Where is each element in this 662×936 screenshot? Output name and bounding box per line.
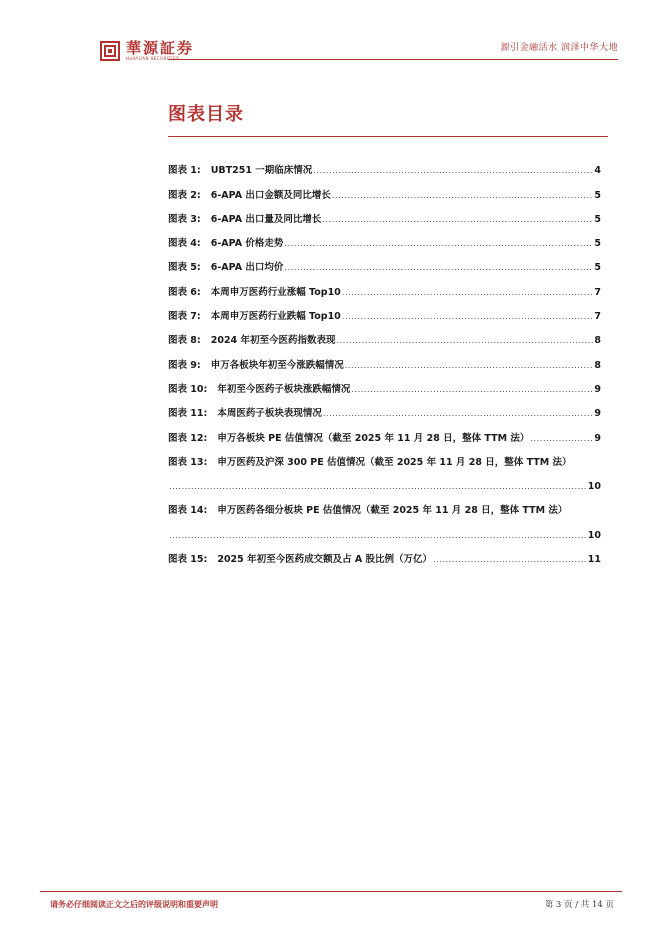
toc-list bbox=[168, 153, 601, 566]
footer-disclaimer: 请务必仔细阅读正文之后的评级说明和重要声明 bbox=[50, 900, 218, 909]
toc-entry-title: 6-APA 出口均价 bbox=[210, 262, 284, 274]
toc-entry-title: 6-APA 价格走势 bbox=[210, 238, 284, 250]
toc-entry-title: 本周申万医药行业跌幅 Top10 bbox=[210, 311, 341, 323]
toc-entry[interactable] bbox=[168, 250, 601, 274]
toc-entry[interactable] bbox=[168, 445, 601, 469]
toc-entry-page: 7 bbox=[594, 311, 601, 323]
footer-divider bbox=[40, 891, 622, 892]
toc-entry[interactable] bbox=[168, 202, 601, 226]
toc-entry-page: 5 bbox=[594, 189, 601, 201]
toc-leader-dots bbox=[169, 529, 587, 542]
logo-seal-icon bbox=[100, 41, 120, 61]
toc-title: 图表目录 bbox=[168, 104, 244, 125]
toc-entry-label: 图表 6: bbox=[168, 286, 201, 298]
toc-leader-dots bbox=[342, 286, 594, 299]
toc-entry-page: 9 bbox=[594, 383, 601, 395]
toc-entry-title: 申万医药及沪深 300 PE 估值情况（截至 2025 年 11 月 28 日，整体 TTM 法） bbox=[217, 456, 572, 468]
toc-entry-page: 7 bbox=[594, 286, 601, 298]
toc-entry-label: 图表 2: bbox=[168, 189, 201, 201]
toc-entry-title: 2024 年初至今医药指数表现 bbox=[210, 335, 336, 347]
toc-entry-page: 4 bbox=[594, 165, 601, 177]
toc-entry-page: 5 bbox=[594, 238, 601, 250]
toc-entry-label: 图表 5: bbox=[168, 262, 201, 274]
toc-entry-label: 图表 9: bbox=[168, 359, 201, 371]
toc-entry[interactable] bbox=[168, 323, 601, 347]
toc-entry-label: 图表 15: bbox=[168, 554, 208, 566]
toc-entry-title: 年初至今医药子板块涨跌幅情况 bbox=[217, 383, 351, 395]
toc-entry-title: 申万各板块年初至今涨跌幅情况 bbox=[210, 359, 344, 371]
header-divider bbox=[168, 59, 618, 60]
toc-entry-page: 10 bbox=[587, 481, 601, 493]
toc-entry[interactable] bbox=[168, 274, 601, 298]
logo-name: 華源証券 bbox=[126, 39, 195, 57]
title-divider bbox=[168, 136, 608, 137]
toc-entry-label: 图表 10: bbox=[168, 383, 208, 395]
toc-entry-label: 图表 4: bbox=[168, 238, 201, 250]
page-header bbox=[0, 0, 662, 70]
toc-leader-dots bbox=[322, 213, 593, 226]
toc-entry-title: UBT251 一期临床情况 bbox=[210, 165, 313, 177]
toc-entry-title: 2025 年初至今医药成交额及占 A 股比例（万亿） bbox=[217, 554, 433, 566]
toc-entry-title: 6-APA 出口金额及同比增长 bbox=[210, 189, 331, 201]
toc-entry-continuation[interactable] bbox=[168, 517, 601, 541]
toc-entry-label: 图表 12: bbox=[168, 432, 208, 444]
toc-leader-dots bbox=[433, 553, 587, 566]
toc-leader-dots bbox=[351, 383, 593, 396]
toc-entry[interactable] bbox=[168, 299, 601, 323]
toc-entry-page: 9 bbox=[594, 432, 601, 444]
page-number: 第 3 页 / 共 14 页 bbox=[544, 900, 614, 910]
toc-entry-page: 8 bbox=[594, 359, 601, 371]
toc-entry[interactable] bbox=[168, 372, 601, 396]
toc-leader-dots bbox=[345, 359, 594, 372]
toc-entry-label: 图表 13: bbox=[168, 456, 208, 468]
toc-leader-dots bbox=[284, 237, 593, 250]
toc-entry-title: 本周申万医药行业涨幅 Top10 bbox=[210, 286, 341, 298]
toc-entry-page: 9 bbox=[594, 408, 601, 420]
toc-leader-dots bbox=[342, 310, 594, 323]
toc-entry[interactable] bbox=[168, 493, 601, 517]
toc-entry[interactable] bbox=[168, 347, 601, 371]
toc-leader-dots bbox=[336, 334, 593, 347]
toc-entry-label: 图表 7: bbox=[168, 311, 201, 323]
toc-leader-dots bbox=[313, 164, 593, 177]
logo-english-name: HUAYUAN SECURITIES bbox=[126, 56, 180, 61]
toc-entry-title: 申万各板块 PE 估值情况（截至 2025 年 11 月 28 日，整体 TTM 法） bbox=[217, 432, 530, 444]
toc-entry-title: 本周医药子板块表现情况 bbox=[217, 408, 322, 420]
toc-entry-label: 图表 8: bbox=[168, 335, 201, 347]
toc-leader-dots bbox=[332, 189, 594, 202]
toc-entry[interactable] bbox=[168, 542, 601, 566]
toc-entry-title: 6-APA 出口量及同比增长 bbox=[210, 213, 322, 225]
toc-leader-dots bbox=[530, 432, 593, 445]
toc-entry-label: 图表 11: bbox=[168, 408, 208, 420]
toc-entry-label: 图表 14: bbox=[168, 505, 208, 517]
toc-entry-page: 5 bbox=[594, 262, 601, 274]
header-slogan: 源引金融活水 润泽中华大地 bbox=[500, 43, 618, 53]
toc-entry[interactable] bbox=[168, 420, 601, 444]
toc-leader-dots bbox=[284, 261, 593, 274]
toc-entry-page: 8 bbox=[594, 335, 601, 347]
toc-entry-page: 11 bbox=[587, 554, 601, 566]
toc-entry-page: 5 bbox=[594, 213, 601, 225]
toc-entry[interactable] bbox=[168, 153, 601, 177]
toc-leader-dots bbox=[169, 480, 587, 493]
toc-entry-title: 申万医药各细分板块 PE 估值情况（截至 2025 年 11 月 28 日，整体 TTM 法） bbox=[217, 505, 568, 517]
toc-entry-label: 图表 1: bbox=[168, 165, 201, 177]
toc-entry-continuation[interactable] bbox=[168, 469, 601, 493]
toc-entry-page: 10 bbox=[587, 529, 601, 541]
toc-entry[interactable] bbox=[168, 177, 601, 201]
toc-leader-dots bbox=[323, 407, 594, 420]
toc-entry[interactable] bbox=[168, 226, 601, 250]
toc-entry[interactable] bbox=[168, 396, 601, 420]
toc-entry-label: 图表 3: bbox=[168, 213, 201, 225]
